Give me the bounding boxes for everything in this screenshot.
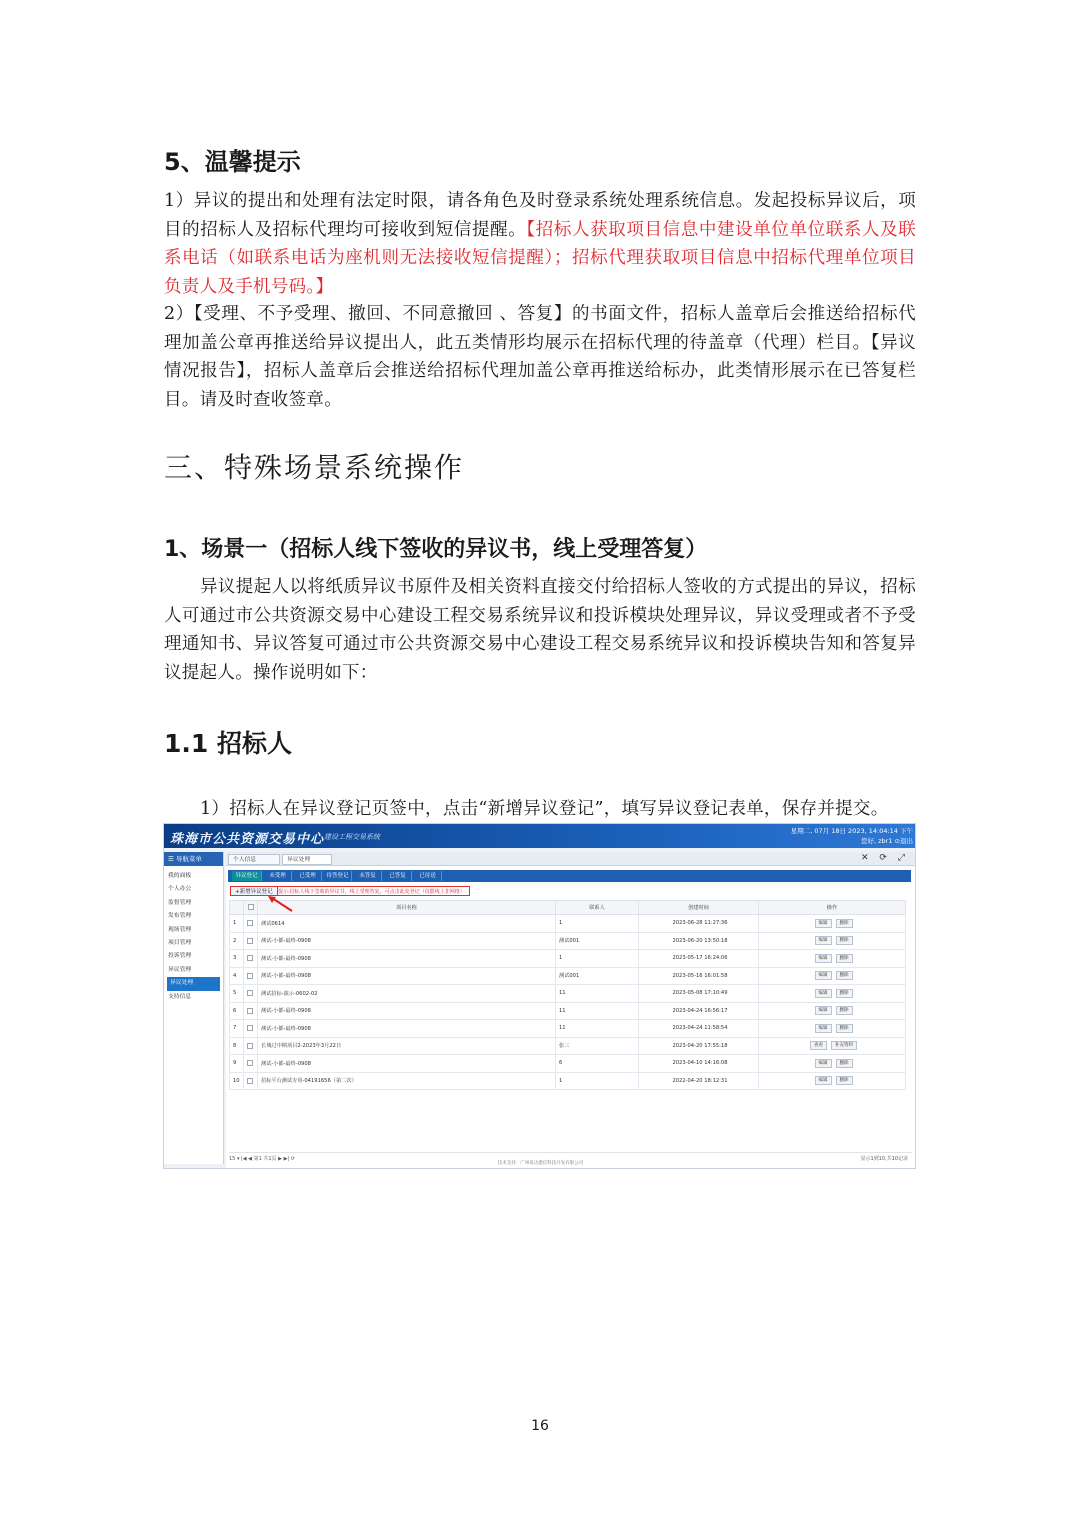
row-created: 2023-06-28 11:27:36 <box>639 915 759 933</box>
row-created: 2023-05-17 16:24:06 <box>639 950 759 968</box>
row-checkbox[interactable] <box>247 1078 253 1084</box>
paragraph-1-red-note: 【招标人获取项目信息中建设单位单位联系人及联系电话（如联系电话为座机则无法接收短信提醒）；招标代理获取项目信息中招标代理单位项目负责人及手机号码。】 <box>164 219 917 297</box>
row-index: 2 <box>230 932 244 950</box>
tab-personal-info[interactable]: 个人信息 <box>228 854 280 865</box>
row-actions <box>759 1020 906 1038</box>
row-select[interactable] <box>244 932 258 950</box>
row-actions <box>759 1055 906 1073</box>
objection-table <box>229 900 906 1090</box>
row-created: 2023-04-10 14:16:08 <box>639 1055 759 1073</box>
row-created: 2023-04-24 16:56:17 <box>639 1002 759 1020</box>
row-checkbox[interactable] <box>247 955 253 961</box>
row-action-button[interactable]: 编辑 <box>815 1024 832 1033</box>
nav-title[interactable]: ☰ 导航菜单 <box>164 852 223 866</box>
table-row[interactable] <box>230 1055 906 1073</box>
table-header <box>230 901 906 915</box>
row-actions <box>759 1072 906 1090</box>
row-project-name: 招标平台测试专用-04191656（第二次） <box>258 1072 556 1090</box>
row-project-name: 测试招标-演示-0602-02 <box>258 985 556 1003</box>
row-action-button[interactable]: 删除 <box>836 919 853 928</box>
row-project-name: 测试0614 <box>258 915 556 933</box>
paragraph-1-text: 1）异议的提出和处理有法定时限，请各角色及时登录系统处理系统信息。发起投标异议后，项目的招标人及招标代理均可接收到短信提醒。 <box>164 191 916 240</box>
sidebar-item-complaint[interactable]: 投诉管理 <box>168 953 192 960</box>
heading-special-scenarios: 三、特殊场景系统操作 <box>164 451 465 484</box>
row-checkbox[interactable] <box>247 990 253 996</box>
row-index: 7 <box>230 1020 244 1038</box>
app-logo: 珠海市公共资源交易中心 <box>170 832 325 847</box>
row-project-name: 测试-小都-最终-0908 <box>258 967 556 985</box>
row-action-button[interactable]: 删除 <box>836 1059 853 1068</box>
row-created: 2022-04-20 18:12:31 <box>639 1072 759 1090</box>
row-contact: 11 <box>556 1020 639 1038</box>
row-index: 4 <box>230 967 244 985</box>
col-index <box>230 901 244 915</box>
page-tabbar <box>226 852 915 866</box>
row-select[interactable] <box>244 967 258 985</box>
row-index: 8 <box>230 1037 244 1055</box>
row-project-name: 测试-小都-最终-0908 <box>258 950 556 968</box>
row-action-button[interactable]: 删除 <box>836 936 853 945</box>
row-action-button[interactable]: 删除 <box>836 989 853 998</box>
sidebar-item-onsite[interactable]: 现场管理 <box>168 926 192 933</box>
subtab-accepted[interactable]: 已受理 <box>294 871 322 881</box>
row-contact: 11 <box>556 1002 639 1020</box>
row-checkbox[interactable] <box>247 938 253 944</box>
table-row[interactable] <box>230 932 906 950</box>
row-actions <box>759 932 906 950</box>
row-actions <box>759 1037 906 1055</box>
sidebar-item-support[interactable]: 支持信息 <box>168 993 192 1000</box>
row-select[interactable] <box>244 1037 258 1055</box>
row-action-button[interactable]: 删除 <box>836 971 853 980</box>
row-project-name: 测试-小都-最终-0908 <box>258 1020 556 1038</box>
app-footer: 技术支持：广州易达建信科技开发有限公司 <box>497 1161 584 1166</box>
header-user[interactable]: 您好, zbr1 ⊙退出 <box>861 837 913 845</box>
table-row[interactable] <box>230 985 906 1003</box>
app-header <box>164 824 916 848</box>
row-project-name: 测试-小都-最终-0908 <box>258 1055 556 1073</box>
row-index: 1 <box>230 915 244 933</box>
row-index: 6 <box>230 1002 244 1020</box>
sidebar-item-project[interactable]: 项目管理 <box>168 939 192 946</box>
col-actions: 操作 <box>759 901 906 915</box>
row-checkbox[interactable] <box>247 920 253 926</box>
table-row[interactable] <box>230 1072 906 1090</box>
table-row[interactable] <box>230 950 906 968</box>
col-contact[interactable]: 联系人 <box>556 901 639 915</box>
app-subtitle: 建设工程交易系统 <box>324 833 380 841</box>
paragraph-1 <box>164 187 916 301</box>
tab-objection-handling[interactable]: 异议处理 <box>282 854 332 865</box>
subtab-bar <box>228 870 911 882</box>
row-actions <box>759 967 906 985</box>
row-action-button[interactable]: 查看 <box>810 1041 827 1050</box>
row-action-button[interactable]: 删除 <box>836 1006 853 1015</box>
add-objection-button[interactable]: +新增异议登记 <box>230 886 278 896</box>
row-index: 10 <box>230 1072 244 1090</box>
table-row[interactable] <box>230 915 906 933</box>
row-action-button[interactable]: 删除 <box>836 1024 853 1033</box>
row-checkbox[interactable] <box>247 1008 253 1014</box>
row-created: 2023-04-20 17:55:18 <box>639 1037 759 1055</box>
heading-tips: 5、温馨提示 <box>164 148 301 176</box>
row-select[interactable] <box>244 1020 258 1038</box>
row-contact: 11 <box>556 985 639 1003</box>
row-created: 2023-06-20 13:50:18 <box>639 932 759 950</box>
row-checkbox[interactable] <box>247 1025 253 1031</box>
col-project-name[interactable]: 项目名称 <box>258 901 556 915</box>
row-actions <box>759 1002 906 1020</box>
sidebar-item-personal[interactable]: 个人办公 <box>168 886 192 893</box>
toolbar-icons[interactable]: ✕ ⟳ ⤢ <box>860 853 909 863</box>
subtab-answered[interactable]: 已答复 <box>384 871 412 881</box>
row-index: 3 <box>230 950 244 968</box>
row-action-button[interactable]: 编辑 <box>815 954 832 963</box>
row-contact: 1 <box>556 915 639 933</box>
row-actions <box>759 985 906 1003</box>
header-date: 星期二, 07月 18日 2023, 14:04:14 下午 <box>790 827 913 835</box>
sidebar <box>164 852 224 1164</box>
row-action-button[interactable]: 编辑 <box>815 919 832 928</box>
row-checkbox[interactable] <box>247 973 253 979</box>
row-project-name: 长城过中期项目2-2023年3月22日 <box>258 1037 556 1055</box>
select-all-checkbox[interactable] <box>248 904 254 910</box>
table-row[interactable] <box>230 1002 906 1020</box>
system-screenshot <box>163 823 916 1169</box>
row-action-button[interactable]: 编辑 <box>815 1076 832 1085</box>
register-notice: 提示:招标人线下签收的异议书，线上受理答复，可点击此处登记（仅限线上非网络） <box>274 886 470 896</box>
row-index: 9 <box>230 1055 244 1073</box>
row-contact: 6 <box>556 1055 639 1073</box>
row-checkbox[interactable] <box>247 1043 253 1049</box>
row-action-button[interactable]: 删除 <box>836 954 853 963</box>
heading-scene-one: 1、场景一（招标人线下签收的异议书，线上受理答复） <box>164 537 708 562</box>
row-action-button[interactable]: 编辑 <box>815 971 832 980</box>
paragraph-3: 异议提起人以将纸质异议书原件及相关资料直接交付给招标人签收的方式提出的异议，招标人可通过市公共资源交易中心建设工程交易系统异议和投诉模块处理异议，异议受理或者不予受理通知书、异议答复可通过市公共资源交易中心建设工程交易系统异议和投诉模块告知和答复异议提起人。操作说明如下： <box>164 577 916 683</box>
row-action-button[interactable]: 编辑 <box>815 1059 832 1068</box>
row-contact: 1 <box>556 950 639 968</box>
table-row[interactable] <box>230 1020 906 1038</box>
subtab-unaccepted[interactable]: 未受理 <box>264 871 292 881</box>
red-arrow-icon <box>266 895 294 913</box>
row-select[interactable] <box>244 1002 258 1020</box>
row-checkbox[interactable] <box>247 1060 253 1066</box>
sidebar-item-supervision[interactable]: 监督管理 <box>168 899 192 906</box>
row-contact: 测试001 <box>556 932 639 950</box>
row-project-name: 测试-小都-最终-0908 <box>258 932 556 950</box>
row-select[interactable] <box>244 1055 258 1073</box>
row-created: 2023-04-24 11:58:54 <box>639 1020 759 1038</box>
row-action-button[interactable]: 编辑 <box>815 1006 832 1015</box>
row-actions <box>759 915 906 933</box>
row-project-name: 测试-小都-最终-0908 <box>258 1002 556 1020</box>
subtab-pending-register[interactable]: 待答登记 <box>324 871 352 881</box>
row-action-button[interactable]: 编辑 <box>815 989 832 998</box>
row-created: 2023-05-08 17:10:49 <box>639 985 759 1003</box>
row-created: 2023-05-16 16:01:58 <box>639 967 759 985</box>
sidebar-item-objection-handling[interactable]: 异议处理 <box>167 977 220 990</box>
row-action-button[interactable]: 删除 <box>836 1076 853 1085</box>
subtab-pending-send[interactable]: 已待送 <box>414 871 442 881</box>
table-row[interactable] <box>230 967 906 985</box>
table-row[interactable] <box>230 1037 906 1055</box>
subtab-register[interactable]: 异议登记 <box>232 871 262 881</box>
row-contact: 1 <box>556 1072 639 1090</box>
sidebar-item-publish[interactable]: 发布管理 <box>168 913 192 920</box>
main-panel <box>226 852 915 1168</box>
paragraph-2: 2）【受理、不予受理、撤回、不同意撤回 、答复】的书面文件，招标人盖章后会推送给招标代理加盖公章再推送给异议提出人，此五类情形均展示在招标代理的待盖章（代理）栏目。【异议情况报告】，招标人盖章后会推送给招标代理加盖公章再推送给标办，此类情形展示在已答复栏目。请及时查收签章。 <box>164 304 916 410</box>
row-select[interactable] <box>244 915 258 933</box>
row-select[interactable] <box>244 1072 258 1090</box>
row-contact: 张三 <box>556 1037 639 1055</box>
sidebar-item-objection[interactable]: 异议管理 <box>168 966 192 973</box>
sidebar-item-dashboard[interactable]: 我的面板 <box>168 873 192 879</box>
col-select-all[interactable] <box>244 901 258 915</box>
row-index: 5 <box>230 985 244 1003</box>
page-number: 16 <box>531 1418 549 1434</box>
subtab-unanswered[interactable]: 未答复 <box>354 871 382 881</box>
paragraph-4: 1）招标人在异议登记页签中，点击“新增异议登记”，填写异议登记表单，保存并提交。 <box>200 799 889 819</box>
pager-summary: 显示1到10,共10记录 <box>860 1156 908 1162</box>
heading-tenderer: 1.1 招标人 <box>164 729 292 758</box>
col-created[interactable]: 创建时间 <box>639 901 759 915</box>
row-select[interactable] <box>244 950 258 968</box>
row-actions <box>759 950 906 968</box>
row-action-button[interactable]: 编辑 <box>815 936 832 945</box>
row-contact: 测试001 <box>556 967 639 985</box>
pager-controls[interactable]: 15 ▾ |◀ ◀ 第1 共1页 ▶ ▶| ⟳ <box>229 1156 295 1162</box>
row-select[interactable] <box>244 985 258 1003</box>
row-action-button[interactable]: 补充资料 <box>831 1041 857 1050</box>
